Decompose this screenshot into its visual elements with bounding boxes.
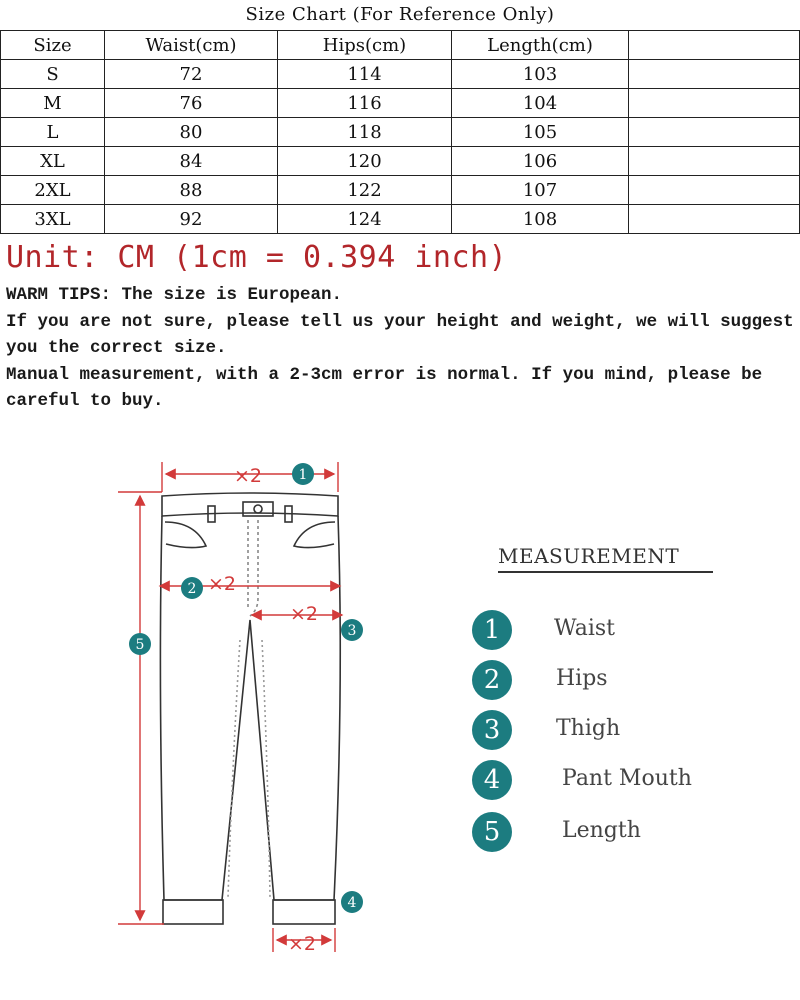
- tips-block: [6, 282, 796, 415]
- marker-1-waist: [292, 463, 314, 485]
- legend-label: Hips: [556, 666, 608, 691]
- cell-empty: [629, 60, 800, 89]
- pants-illustration: [160, 493, 340, 924]
- tips-line-european: WARM TIPS: The size is European.: [6, 285, 343, 305]
- table-row: [1, 205, 800, 234]
- legend-title-underline: [498, 571, 713, 573]
- tips-line-suggest-size: If you are not sure, please tell us your height and weight, we will suggest you the correct size.: [6, 311, 794, 358]
- hips-x2-label: ×2: [208, 573, 237, 595]
- unit-conversion-note: Unit: CM (1cm = 0.394 inch): [6, 240, 508, 275]
- legend-title: MEASUREMENT: [498, 544, 680, 568]
- cell-length: 104: [452, 89, 629, 118]
- cell-hips: 118: [278, 118, 452, 147]
- cell-hips: 124: [278, 205, 452, 234]
- svg-text:3: 3: [347, 623, 357, 639]
- cell-length: 106: [452, 147, 629, 176]
- legend-item-thigh: [470, 710, 770, 754]
- legend-label: Pant Mouth: [562, 766, 692, 791]
- legend-label: Thigh: [556, 716, 621, 741]
- marker-5-length: [129, 633, 151, 655]
- svg-text:5: 5: [135, 637, 145, 653]
- cell-waist: 72: [105, 60, 278, 89]
- cell-empty: [629, 118, 800, 147]
- legend-number-badge: 4: [472, 760, 512, 800]
- cell-size: 3XL: [1, 205, 105, 234]
- header-hips: Hips(cm): [278, 31, 452, 60]
- cell-empty: [629, 205, 800, 234]
- thigh-x2-label: ×2: [290, 603, 319, 625]
- pant-mouth-x2-label: ×2: [288, 933, 317, 955]
- cell-size: 2XL: [1, 176, 105, 205]
- tips-line-measurement-error: Manual measurement, with a 2-3cm error is normal. If you mind, please be careful to buy.: [6, 364, 763, 411]
- cell-length: 108: [452, 205, 629, 234]
- svg-text:2: 2: [187, 581, 197, 597]
- legend-number-badge: 1: [472, 610, 512, 650]
- cell-length: 105: [452, 118, 629, 147]
- cell-length: 107: [452, 176, 629, 205]
- cell-hips: 122: [278, 176, 452, 205]
- legend-label: Waist: [554, 616, 615, 641]
- marker-2-hips: [181, 577, 203, 599]
- svg-text:4: 4: [347, 895, 357, 911]
- cell-waist: 80: [105, 118, 278, 147]
- cell-waist: 92: [105, 205, 278, 234]
- size-chart-title: Size Chart (For Reference Only): [245, 4, 555, 25]
- cell-size: XL: [1, 147, 105, 176]
- table-row: [1, 147, 800, 176]
- cell-hips: 114: [278, 60, 452, 89]
- cell-waist: 88: [105, 176, 278, 205]
- legend-number-badge: 3: [472, 710, 512, 750]
- legend-label: Length: [562, 818, 641, 843]
- cell-empty: [629, 176, 800, 205]
- table-header-row: [1, 31, 800, 60]
- cell-size: S: [1, 60, 105, 89]
- size-table: [0, 30, 800, 234]
- measurement-lines: [118, 462, 342, 952]
- waist-x2-label: ×2: [234, 465, 263, 487]
- cell-waist: 76: [105, 89, 278, 118]
- cell-size: L: [1, 118, 105, 147]
- legend-item-hips: [470, 660, 770, 704]
- table-row: [1, 118, 800, 147]
- table-row: [1, 176, 800, 205]
- pants-measurement-diagram: [0, 440, 470, 960]
- cell-length: 103: [452, 60, 629, 89]
- legend-item-waist: [470, 610, 770, 654]
- table-row: [1, 89, 800, 118]
- marker-4-pant-mouth: [341, 891, 363, 913]
- cell-empty: [629, 89, 800, 118]
- legend-number-badge: 5: [472, 812, 512, 852]
- table-row: [1, 60, 800, 89]
- cell-waist: 84: [105, 147, 278, 176]
- header-empty: [629, 31, 800, 60]
- marker-3-thigh: [341, 619, 363, 641]
- legend-item-length: [470, 812, 770, 856]
- cell-size: M: [1, 89, 105, 118]
- cell-hips: 120: [278, 147, 452, 176]
- svg-text:1: 1: [298, 467, 308, 483]
- cell-empty: [629, 147, 800, 176]
- header-waist: Waist(cm): [105, 31, 278, 60]
- header-size: Size: [1, 31, 105, 60]
- legend-number-badge: 2: [472, 660, 512, 700]
- legend-item-pant-mouth: [470, 760, 770, 804]
- header-length: Length(cm): [452, 31, 629, 60]
- cell-hips: 116: [278, 89, 452, 118]
